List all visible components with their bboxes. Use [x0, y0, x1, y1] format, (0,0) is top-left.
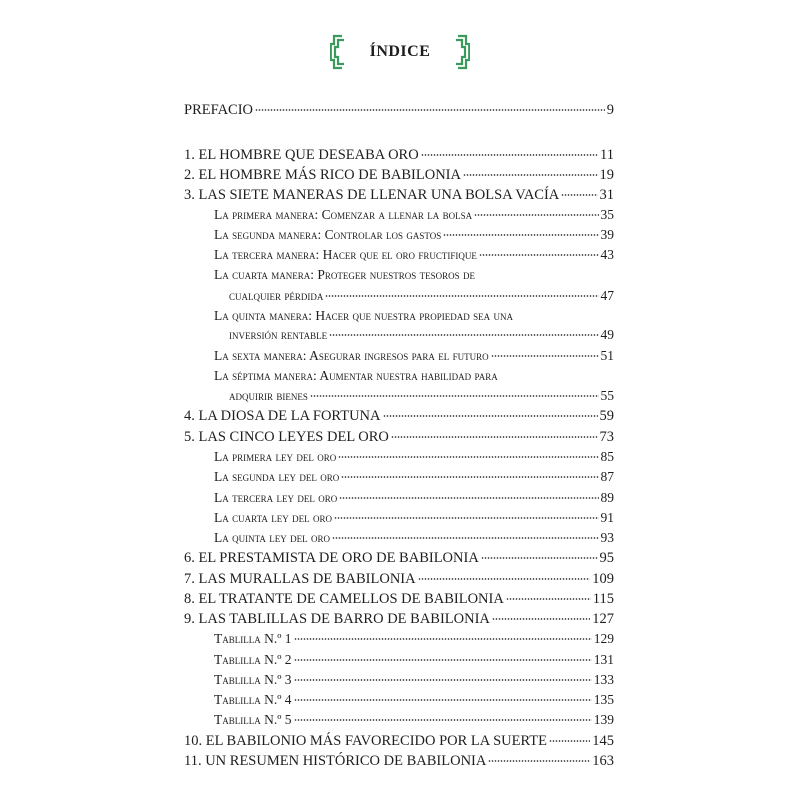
toc-entry-label: La cuarta ley del oro: [214, 510, 332, 525]
toc-subentry[interactable]: [214, 447, 614, 467]
toc-entry-label: La segunda ley del oro: [214, 469, 340, 484]
toc-entry-page: 85: [600, 449, 614, 464]
toc-entry-label: 3. LAS SIETE MANERAS DE LLENAR UNA BOLSA VACÍA: [184, 187, 560, 203]
dot-leader: [391, 436, 598, 438]
toc-entry[interactable]: [184, 145, 614, 165]
toc-entry-label: Tablilla N.º 3: [214, 672, 292, 687]
toc-subentry[interactable]: [214, 629, 614, 649]
toc-entry-page: 95: [599, 550, 614, 566]
toc-entry-page: 35: [600, 207, 614, 222]
toc-subentry[interactable]: [214, 205, 614, 225]
toc-entry-page: 49: [600, 327, 614, 342]
toc-subentry[interactable]: [214, 690, 614, 710]
toc-entry[interactable]: [184, 406, 614, 426]
toc-entry-label: PREFACIO: [184, 102, 254, 118]
dot-leader: [338, 456, 598, 458]
toc-entry-label: 6. EL PRESTAMISTA DE ORO DE BABILONIA: [184, 550, 479, 566]
toc-entry-page: 73: [599, 429, 614, 445]
toc-subentry[interactable]: [214, 528, 614, 548]
toc-entry[interactable]: [184, 427, 614, 447]
toc-subentry[interactable]: [214, 245, 614, 265]
dot-leader: [474, 214, 598, 216]
toc-entry-page: 139: [593, 712, 614, 727]
toc-subentry[interactable]: [214, 346, 614, 366]
toc-entry-label: Tablilla N.º 4: [214, 692, 292, 707]
toc-entry-page: 11: [600, 147, 614, 163]
toc-entry-page: 19: [599, 167, 614, 183]
toc-entry-page: 133: [593, 672, 614, 687]
toc-entry-page: 131: [593, 652, 614, 667]
toc-subentry[interactable]: [214, 650, 614, 670]
toc-entry-page: 87: [600, 469, 614, 484]
toc-entry[interactable]: [184, 589, 614, 609]
toc-entry-label: La segunda manera: Controlar los gastos: [214, 227, 442, 242]
dot-leader: [332, 537, 598, 539]
toc-entry-label: La tercera ley del oro: [214, 490, 338, 505]
toc-entry[interactable]: [184, 609, 614, 629]
dot-leader: [443, 234, 598, 236]
toc-entry[interactable]: [184, 548, 614, 568]
toc-entry-label: 9. LAS TABLILLAS DE BARRO DE BABILONIA: [184, 611, 490, 627]
toc-entry-page: 39: [600, 227, 614, 242]
toc-entry-page: 59: [599, 408, 614, 424]
toc-entry[interactable]: [184, 165, 614, 185]
dot-leader: [549, 740, 590, 742]
toc-entry-label: La quinta ley del oro: [214, 530, 331, 545]
dot-leader: [294, 679, 592, 681]
toc-entry-label: 10. EL BABILONIO MÁS FAVORECIDO POR LA SUERTE: [184, 733, 547, 749]
toc-subentry-continuation[interactable]: [229, 386, 614, 406]
toc-subentry[interactable]: [214, 670, 614, 690]
dot-leader: [481, 557, 598, 559]
dot-leader: [492, 618, 590, 620]
dot-leader: [479, 254, 599, 256]
toc-entry-label: inversión rentable: [229, 327, 328, 342]
toc-entry-label: 8. EL TRATANTE DE CAMELLOS DE BABILONIA: [184, 591, 504, 607]
dot-leader: [339, 497, 598, 499]
dot-leader: [421, 154, 598, 156]
toc-entry-page: 145: [592, 733, 614, 749]
toc-subentry[interactable]: [214, 488, 614, 508]
dot-leader: [561, 194, 597, 196]
toc-entry[interactable]: [184, 751, 614, 771]
toc-entry-page: 31: [599, 187, 614, 203]
toc-subentry-continuation[interactable]: [229, 286, 614, 306]
toc-entry-label: Tablilla N.º 5: [214, 712, 292, 727]
toc-subentry-line[interactable]: La cuarta manera: Proteger nuestros tesoros de: [214, 267, 476, 282]
toc-entry-label: 1. EL HOMBRE QUE DESEABA ORO: [184, 147, 419, 163]
toc-subentry[interactable]: [214, 508, 614, 528]
dot-leader: [383, 415, 598, 417]
toc-entry-page: 127: [592, 611, 614, 627]
toc-entry-page: 47: [600, 288, 614, 303]
toc-entry[interactable]: [184, 569, 614, 589]
dot-leader: [488, 760, 590, 762]
toc-entry[interactable]: [184, 731, 614, 751]
toc-entry-label: cualquier pérdida: [229, 288, 324, 303]
dot-leader: [418, 578, 591, 580]
toc-entry-page: 109: [592, 571, 614, 587]
toc-entry-page: 51: [600, 348, 614, 363]
toc-subentry[interactable]: [214, 710, 614, 730]
toc-entry-page: 135: [593, 692, 614, 707]
toc-entry-label: 11. UN RESUMEN HISTÓRICO DE BABILONIA: [184, 753, 487, 769]
toc-entry-page: 89: [600, 490, 614, 505]
toc-entry-label: La tercera manera: Hacer que el oro fructifique: [214, 247, 477, 262]
toc-entry-label: La primera manera: Comenzar a llenar la bolsa: [214, 207, 473, 222]
toc-entry-label: Tablilla N.º 2: [214, 652, 292, 667]
toc-entry-label: adquirir bienes: [229, 388, 308, 403]
dot-leader: [310, 395, 599, 397]
dot-leader: [294, 659, 592, 661]
toc-entry[interactable]: [184, 185, 614, 205]
dot-leader: [294, 638, 592, 640]
toc-entry-page: 55: [600, 388, 614, 403]
toc-entry-label: 2. EL HOMBRE MÁS RICO DE BABILONIA: [184, 167, 461, 183]
dot-leader: [491, 355, 599, 357]
toc-entry-page: 129: [593, 631, 614, 646]
dot-leader: [294, 719, 592, 721]
dot-leader: [334, 517, 599, 519]
dot-leader: [506, 598, 591, 600]
toc-entry-label: 7. LAS MURALLAS DE BABILONIA: [184, 571, 416, 587]
dot-leader: [341, 476, 598, 478]
toc-entry-page: 91: [600, 510, 614, 525]
toc-subentry-continuation[interactable]: [229, 325, 614, 345]
toc-entry-label: La primera ley del oro: [214, 449, 337, 464]
page-title: ÍNDICE: [369, 43, 431, 60]
dot-leader: [463, 174, 598, 176]
toc-entry-page: 93: [600, 530, 614, 545]
toc-entry-page: 115: [592, 591, 614, 607]
toc-entry-page: 9: [606, 102, 614, 118]
toc-subentry-line[interactable]: La séptima manera: Aumentar nuestra habilidad para: [214, 368, 498, 383]
toc-entry-page: 43: [600, 247, 614, 262]
toc-entry-page: 163: [592, 753, 614, 769]
toc-entry-label: 4. LA DIOSA DE LA FORTUNA: [184, 408, 381, 424]
index-heading: [330, 32, 470, 72]
toc-subentry[interactable]: [214, 225, 614, 245]
toc-subentry-line[interactable]: La quinta manera: Hacer que nuestra propiedad sea una: [214, 308, 514, 323]
dot-leader: [329, 334, 598, 336]
toc-entry-label: Tablilla N.º 1: [214, 631, 292, 646]
toc-subentry[interactable]: [214, 467, 614, 487]
toc-entry-label: 5. LAS CINCO LEYES DEL ORO: [184, 429, 389, 445]
dot-leader: [294, 699, 592, 701]
dot-leader: [255, 109, 605, 111]
toc-entry[interactable]: [184, 100, 614, 120]
toc-entry-label: La sexta manera: Asegurar ingresos para el futuro: [214, 348, 489, 363]
dot-leader: [325, 295, 598, 297]
